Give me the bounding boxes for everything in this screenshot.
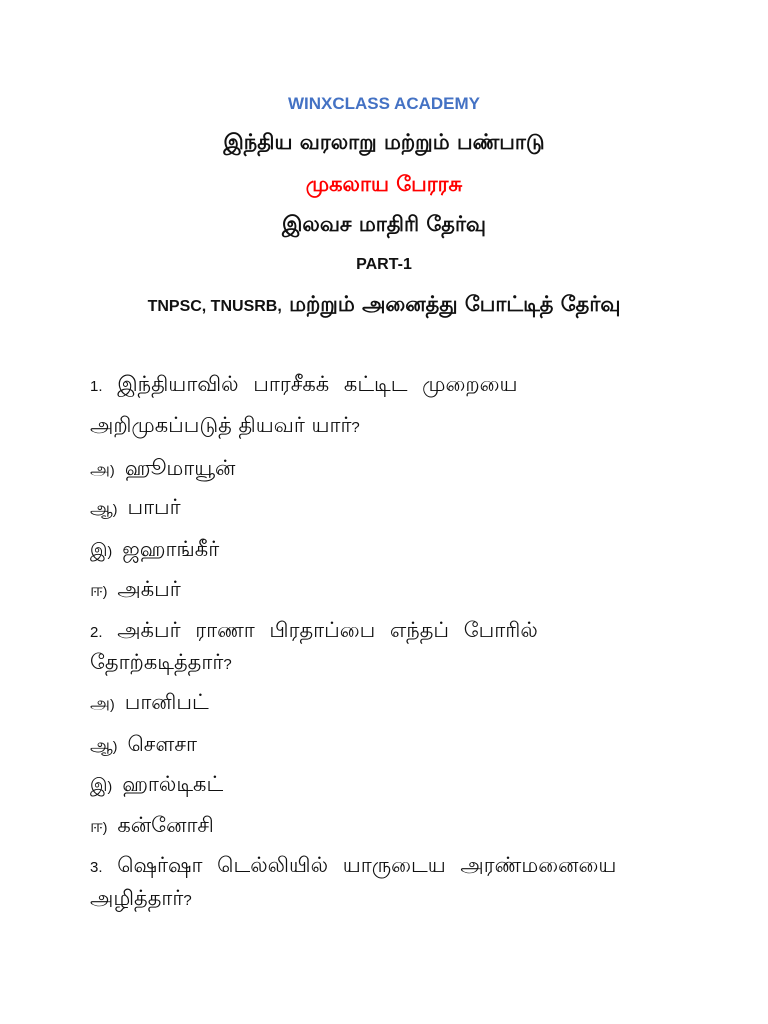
question-1-line-2	[90, 411, 690, 442]
option-label: ஆ	[90, 735, 113, 756]
option-text: பாபர்	[127, 495, 181, 519]
question-3-qmark: ?	[183, 892, 192, 909]
option-label: ஈ	[90, 580, 103, 601]
question-1-line-1	[90, 370, 690, 401]
option-label: ஈ	[90, 816, 103, 837]
option-text: ஜஹாங்கீர்	[122, 537, 220, 561]
question-3-number: 3.	[90, 859, 103, 876]
question-3-line-1	[90, 851, 690, 882]
option-label: இ	[90, 775, 108, 796]
question-2-option-b: ஆ) சௌசா	[90, 732, 197, 756]
question-1-option-a: அ) ஹூமாயூன்	[90, 456, 236, 480]
question-1-option-c: இ) ஜஹாங்கீர்	[90, 537, 220, 561]
part-label: PART-1	[356, 256, 412, 273]
option-label: ஆ	[90, 498, 113, 519]
question-1-option-d: ஈ) அக்பர்	[90, 577, 181, 601]
question-1-text-line-1: இந்தியாவில் பாரசீகக் கட்டிட முறையை	[117, 372, 518, 396]
exam-title: இலவச மாதிரி தேர்வு	[281, 212, 487, 236]
question-2-option-a: அ) பானிபட்	[90, 690, 209, 714]
question-2-text-line-2: தோற்கடித்தார்	[90, 650, 224, 674]
target-exams	[0, 292, 768, 319]
question-2-line-1	[90, 616, 690, 647]
target-exams-tamil: மற்றும் அனைத்து போட்டித் தேர்வு	[289, 292, 621, 316]
question-2-number: 2.	[90, 624, 103, 641]
question-3-line-2	[90, 884, 690, 915]
option-text: ஹால்டிகட்	[122, 772, 224, 796]
question-1-option-b: ஆ) பாபர்	[90, 495, 181, 519]
target-exams-latin: TNPSC, TNUSRB,	[147, 298, 282, 315]
question-2-qmark: ?	[223, 656, 232, 673]
option-label: இ	[90, 540, 108, 561]
question-1-qmark: ?	[351, 419, 360, 436]
option-text: பானிபட்	[124, 690, 209, 714]
question-1-text-line-2: அறிமுகப்படுத் தியவர் யார்	[90, 413, 352, 437]
academy-title: WINXCLASS ACADEMY	[287, 94, 481, 113]
option-label: அ	[90, 459, 111, 480]
question-1-number: 1.	[90, 378, 103, 395]
topic-title: முகலாய பேரரசு	[305, 172, 463, 196]
option-text: சௌசா	[127, 732, 197, 756]
question-2-option-c: இ) ஹால்டிகட்	[90, 772, 224, 796]
question-3-text-line-2: அழித்தார்	[90, 886, 184, 910]
option-text: கன்னோசி	[117, 813, 214, 837]
question-2-text-line-1: அக்பர் ராணா பிரதாப்பை எந்தப் போரில்	[117, 618, 538, 642]
option-text: அக்பர்	[117, 577, 181, 601]
subject-title: இந்திய வரலாறு மற்றும் பண்பாடு	[223, 130, 545, 154]
question-3-text-line-1: ஷெர்ஷா டெல்லியில் யாருடைய அரண்மனையை	[117, 853, 617, 877]
option-text: ஹூமாயூன்	[124, 456, 236, 480]
question-2-line-2	[90, 648, 690, 679]
option-label: அ	[90, 693, 111, 714]
question-2-option-d: ஈ) கன்னோசி	[90, 813, 214, 837]
